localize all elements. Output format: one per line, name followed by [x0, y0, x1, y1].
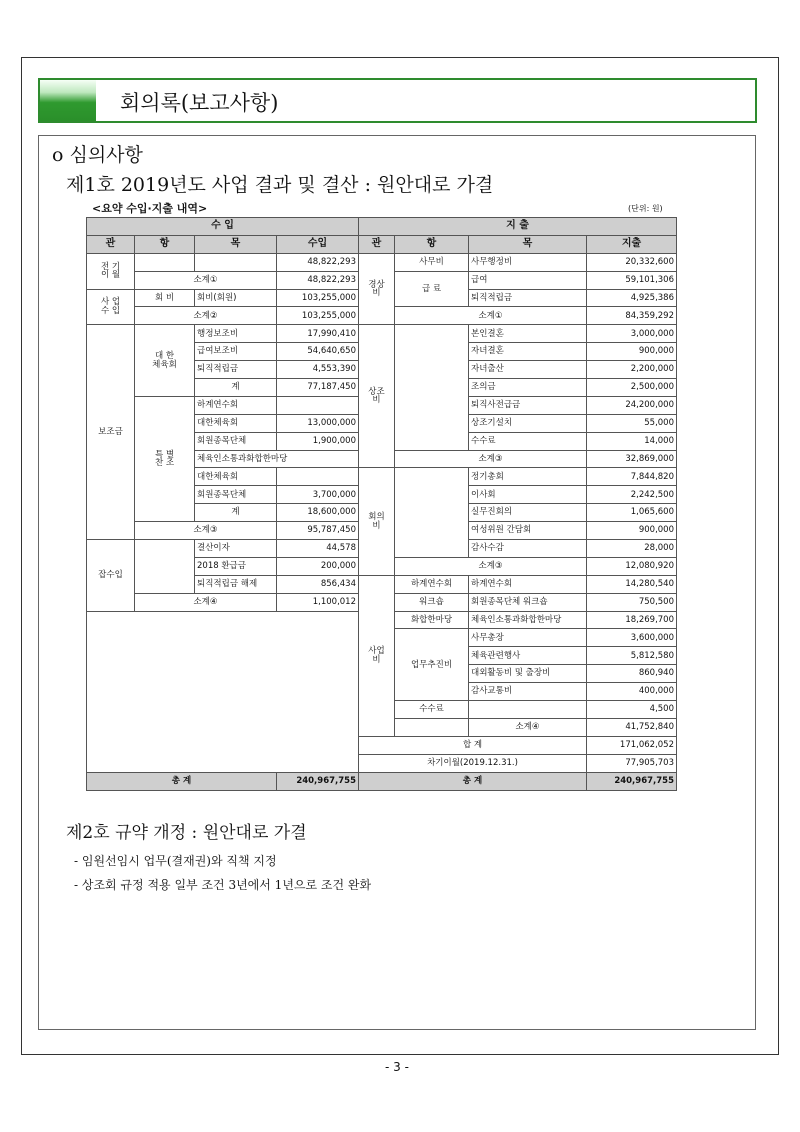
page-number: - 3 -	[385, 1060, 409, 1074]
deliberation-heading: o 심의사항	[52, 144, 143, 166]
table-cell: 750,500	[587, 593, 677, 611]
table-cell	[469, 701, 587, 719]
table-cell: 48,822,293	[277, 271, 359, 289]
budget-table	[86, 217, 677, 791]
table-cell: 103,255,000	[277, 307, 359, 325]
title-accent-bar	[40, 80, 96, 121]
table-cell: 소계③	[395, 450, 587, 468]
table-cell: 총 계	[87, 772, 277, 790]
table-cell: 이사회	[469, 486, 587, 504]
table-cell: 84,359,292	[587, 307, 677, 325]
table-cell: 3,600,000	[587, 629, 677, 647]
table-cell: 소계②	[135, 307, 277, 325]
table-cell: 대외활동비 및 출장비	[469, 665, 587, 683]
table-cell: 171,062,052	[587, 736, 677, 754]
table-cell: 퇴직사전급금	[469, 396, 587, 414]
table-cell: 급여보조비	[195, 343, 277, 361]
table-cell: 소계③	[135, 522, 277, 540]
col-header: 항	[395, 235, 469, 253]
table-cell: 전 기 이 월	[87, 253, 135, 289]
table-cell: 조의금	[469, 379, 587, 397]
col-header: 항	[135, 235, 195, 253]
table-cell: 하계연수회	[469, 575, 587, 593]
table-cell: 1,900,000	[277, 432, 359, 450]
col-header: 지출	[587, 235, 677, 253]
table-cell: 경상 비	[359, 253, 395, 325]
table-cell: 차기이월(2019.12.31.)	[359, 754, 587, 772]
table-cell: 하계연수회	[195, 396, 277, 414]
total-row	[87, 772, 677, 790]
table-cell: 32,869,000	[587, 450, 677, 468]
table-cell: 대 한 체육회	[135, 325, 195, 397]
table-cell: 체육관련행사	[469, 647, 587, 665]
budget-table-wrap	[86, 217, 677, 791]
table-cell: 3,000,000	[587, 325, 677, 343]
table-cell: 수수료	[395, 701, 469, 719]
table-cell: 12,080,920	[587, 557, 677, 575]
table-cell: 28,000	[587, 540, 677, 558]
table-cell: 5,812,580	[587, 647, 677, 665]
col-header: 수입	[277, 235, 359, 253]
table-cell: 41,752,840	[587, 718, 677, 736]
table-cell: 특 별 찬 조	[135, 396, 195, 521]
table-cell: 44,578	[277, 540, 359, 558]
table-cell	[277, 396, 359, 414]
table-cell: 소계④	[135, 593, 277, 611]
table-cell: 103,255,000	[277, 289, 359, 307]
table-cell: 감사수감	[469, 540, 587, 558]
table-cell: 회비(회원)	[195, 289, 277, 307]
table-cell: 77,187,450	[277, 379, 359, 397]
table-cell: 900,000	[587, 522, 677, 540]
table-cell: 2,500,000	[587, 379, 677, 397]
table-cell: 체육인소통과화합한마당	[469, 611, 587, 629]
table-cell: 보조금	[87, 325, 135, 540]
table-cell: 퇴직적립금 해제	[195, 575, 277, 593]
table-cell: 1,065,600	[587, 504, 677, 522]
table-cell: 856,434	[277, 575, 359, 593]
table-cell: 자녀결혼	[469, 343, 587, 361]
table-cell: 합 계	[359, 736, 587, 754]
table-cell: 77,905,703	[587, 754, 677, 772]
table-cell: 860,940	[587, 665, 677, 683]
table-cell: 소계①	[135, 271, 277, 289]
table-cell: 900,000	[587, 343, 677, 361]
table-cell: 400,000	[587, 683, 677, 701]
table-cell: 자녀출산	[469, 361, 587, 379]
table-cell: 13,000,000	[277, 414, 359, 432]
table-cell: 240,967,755	[587, 772, 677, 790]
table-cell: 48,822,293	[277, 253, 359, 271]
table-cell: 1,100,012	[277, 593, 359, 611]
table-cell: 4,553,390	[277, 361, 359, 379]
table-cell	[195, 253, 277, 271]
table-cell: 소계①	[395, 307, 587, 325]
unit-label: (단위: 원)	[628, 204, 663, 213]
table-cell: 95,787,450	[277, 522, 359, 540]
table-cell: 여성위원 간담회	[469, 522, 587, 540]
col-header: 목	[469, 235, 587, 253]
table-cell: 급여	[469, 271, 587, 289]
table-cell: 상조기설치	[469, 414, 587, 432]
table-cell: 55,000	[587, 414, 677, 432]
table-cell: 회원종목단체	[195, 432, 277, 450]
table-cell: 사업 비	[359, 575, 395, 736]
resolution-2: 제2호 규약 개정 : 원안대로 가결	[66, 823, 307, 843]
section-title: 회의록(보고사항)	[120, 91, 279, 115]
table-cell: 4,925,386	[587, 289, 677, 307]
resolution-1: 제1호 2019년도 사업 결과 및 결산 : 원안대로 가결	[66, 174, 494, 196]
table-cell: 실무진회의	[469, 504, 587, 522]
table-row	[87, 253, 677, 271]
table-cell: 회원종목단체	[195, 486, 277, 504]
table-cell: 총 계	[359, 772, 587, 790]
table-cell: 4,500	[587, 701, 677, 719]
col-header: 관	[87, 235, 135, 253]
table-cell: 잡수입	[87, 540, 135, 612]
table-cell: 사무비	[395, 253, 469, 271]
table-cell: 워크숍	[395, 593, 469, 611]
table-cell: 200,000	[277, 557, 359, 575]
table-body	[87, 218, 677, 791]
table-cell: 대한체육회	[195, 468, 277, 486]
table-cell: 화합한마당	[395, 611, 469, 629]
bullet-1: - 임원선임시 업무(결재권)와 직책 지정	[74, 854, 277, 868]
table-cell: 59,101,306	[587, 271, 677, 289]
table-cell: 240,967,755	[277, 772, 359, 790]
table-cell: 18,600,000	[277, 504, 359, 522]
col-header: 관	[359, 235, 395, 253]
table-caption: <요약 수입·지출 내역>	[92, 202, 208, 215]
table-cell: 사무총장	[469, 629, 587, 647]
table-cell	[277, 468, 359, 486]
table-cell: 행정보조비	[195, 325, 277, 343]
bullet-2: - 상조회 규정 적용 일부 조건 3년에서 1년으로 조건 완화	[74, 878, 372, 892]
table-cell: 2018 환급금	[195, 557, 277, 575]
table-cell: 14,000	[587, 432, 677, 450]
table-cell: 사 업 수 입	[87, 289, 135, 325]
table-cell: 20,332,600	[587, 253, 677, 271]
table-cell	[395, 718, 469, 736]
table-cell	[135, 540, 195, 594]
table-cell: 결산이자	[195, 540, 277, 558]
table-cell: 7,844,820	[587, 468, 677, 486]
table-cell	[395, 325, 469, 450]
income-header: 수 입	[87, 218, 359, 236]
table-cell: 업무추진비	[395, 629, 469, 701]
table-cell: 사무행정비	[469, 253, 587, 271]
table-cell: 대한체육회	[195, 414, 277, 432]
table-cell: 54,640,650	[277, 343, 359, 361]
table-cell: 감사교통비	[469, 683, 587, 701]
table-cell: 3,700,000	[277, 486, 359, 504]
table-cell	[135, 253, 195, 271]
table-cell: 정기총회	[469, 468, 587, 486]
table-cell: 17,990,410	[277, 325, 359, 343]
section-title-box	[38, 78, 757, 123]
table-cell: 2,200,000	[587, 361, 677, 379]
table-cell: 회의 비	[359, 468, 395, 575]
table-cell: 체육인소통과화합한마당	[195, 450, 359, 468]
table-cell: 회 비	[135, 289, 195, 307]
table-cell	[87, 611, 359, 772]
table-cell: 퇴직적립금	[469, 289, 587, 307]
table-cell: 24,200,000	[587, 396, 677, 414]
table-cell: 급 료	[395, 271, 469, 307]
table-cell: 상조 비	[359, 325, 395, 468]
table-cell: 소계③	[395, 557, 587, 575]
table-cell	[395, 468, 469, 557]
table-cell: 2,242,500	[587, 486, 677, 504]
table-cell: 14,280,540	[587, 575, 677, 593]
table-cell: 소계④	[469, 718, 587, 736]
table-cell: 본인결혼	[469, 325, 587, 343]
table-cell: 퇴직적립금	[195, 361, 277, 379]
table-row	[87, 325, 677, 343]
table-cell: 수수료	[469, 432, 587, 450]
table-cell: 18,269,700	[587, 611, 677, 629]
table-cell: 회원종목단체 워크숍	[469, 593, 587, 611]
table-cell: 하계연수회	[395, 575, 469, 593]
table-cell: 계	[195, 504, 277, 522]
expense-header: 지 출	[359, 218, 677, 236]
col-header: 목	[195, 235, 277, 253]
table-cell: 계	[195, 379, 277, 397]
